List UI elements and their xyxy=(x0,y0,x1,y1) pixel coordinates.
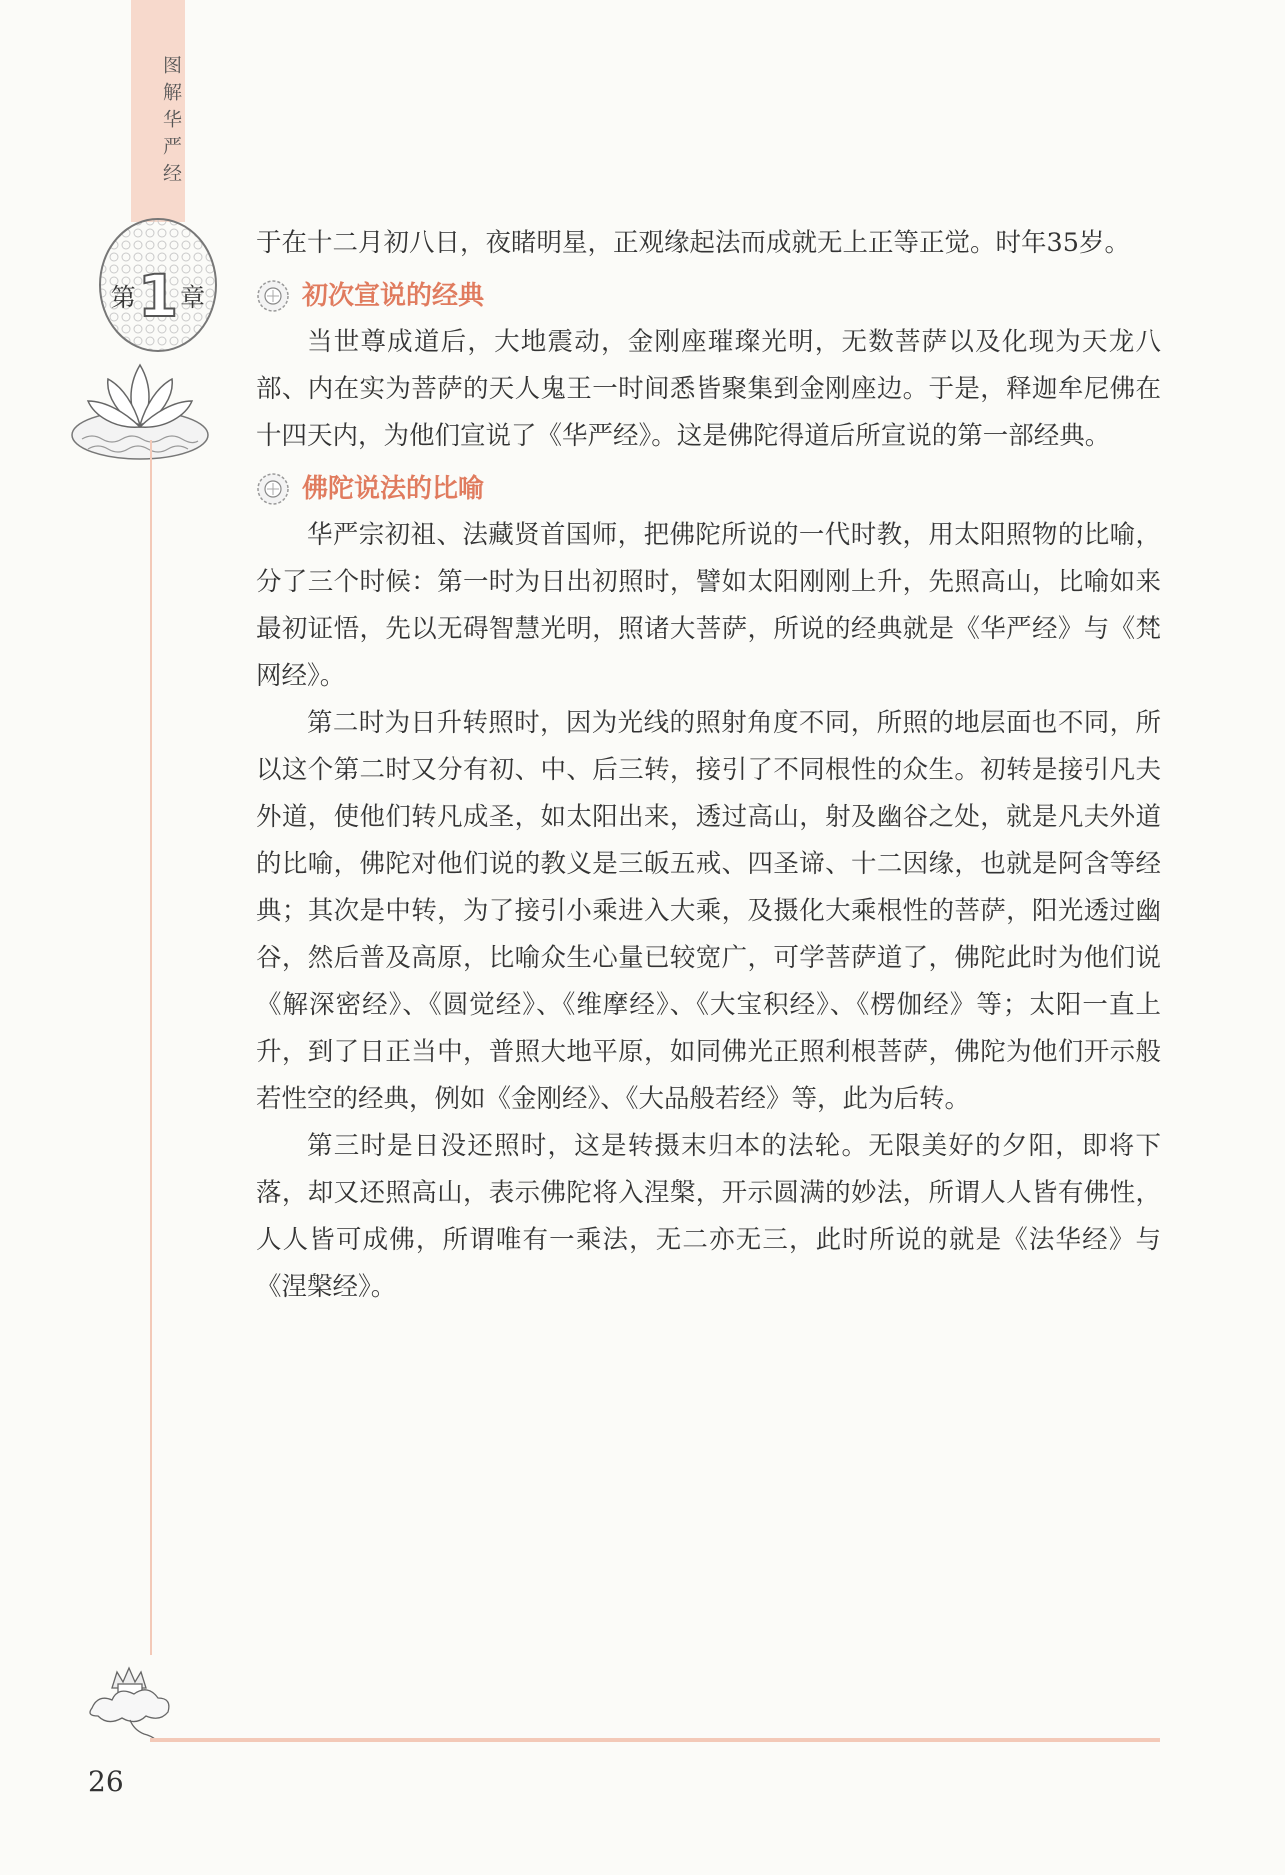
page-body xyxy=(256,220,1161,1311)
section-heading-text: 佛陀说法的比喻 xyxy=(302,473,485,504)
section-bullet-icon xyxy=(256,472,290,506)
paragraph: 当世尊成道后，大地震动，金刚座璀璨光明，无数菩萨以及化现为天龙八部、内在实为菩萨的天人鬼王一时间悉皆聚集到金刚座边。于是，释迦牟尼佛在十四天内，为他们宣说了《华严经》。这是佛陀得道后所宣说的第一部经典。 xyxy=(256,327,1161,451)
side-tab xyxy=(131,0,185,222)
section-heading xyxy=(256,466,1161,512)
paragraph: 第三时是日没还照时，这是转摄末归本的法轮。无限美好的夕阳，即将下落，却又还照高山，表示佛陀将入涅槃，开示圆满的妙法，所谓人人皆有佛性，人人皆可成佛，所谓唯有一乘法，无二亦无三，此时所说的就是《法华经》与《涅槃经》。 xyxy=(256,1131,1161,1302)
book-title: 图解华严经 xyxy=(160,55,182,190)
paragraph: 华严宗初祖、法藏贤首国师，把佛陀所说的一代时教，用太阳照物的比喻，分了三个时候：第一时为日出初照时，譬如太阳刚刚上升，先照高山，比喻如来最初证悟，先以无碍智慧光明，照诸大菩萨，所说的经典就是《华严经》与《梵网经》。 xyxy=(256,520,1161,691)
footer-rule xyxy=(150,1738,1160,1742)
page-number: 26 xyxy=(88,1765,124,1798)
chapter-prefix: 第 xyxy=(110,283,136,312)
paragraph: 第二时为日升转照时，因为光线的照射角度不同，所照的地层面也不同，所以这个第二时又分有初、中、后三转，接引了不同根性的众生。初转是接引凡夫外道，使他们转凡成圣，如太阳出来，透过高山，射及幽谷之处，就是凡夫外道的比喻，佛陀对他们说的教义是三皈五戒、四圣谛、十二因缘，也就是阿含等经典；其次是中转，为了接引小乘进入大乘，及摄化大乘根性的菩萨，阳光透过幽谷，然后普及高原，比喻众生心量已较宽广，可学菩萨道了，佛陀此时为他们说《解深密经》、《圆觉经》、《维摩经》、《大宝积经》、《楞伽经》等；太阳一直上升，到了日正当中，普照大地平原，如同佛光正照利根菩萨，佛陀为他们开示般若性空的经典，例如《金刚经》、《大品般若经》等，此为后转。 xyxy=(256,708,1161,1114)
section-heading xyxy=(256,273,1161,319)
section-heading-text: 初次宣说的经典 xyxy=(302,280,485,311)
chapter-number: 1 xyxy=(137,262,179,330)
cloud-ornament-icon xyxy=(82,1648,177,1743)
chapter-label xyxy=(96,262,220,330)
chapter-suffix: 章 xyxy=(180,283,206,312)
opening-paragraph: 于在十二月初八日，夜睹明星，正观缘起法而成就无上正等正觉。时年35岁。 xyxy=(256,228,1130,258)
section-bullet-icon xyxy=(256,279,290,313)
margin-rule xyxy=(150,440,152,1655)
lotus-icon xyxy=(68,355,213,475)
